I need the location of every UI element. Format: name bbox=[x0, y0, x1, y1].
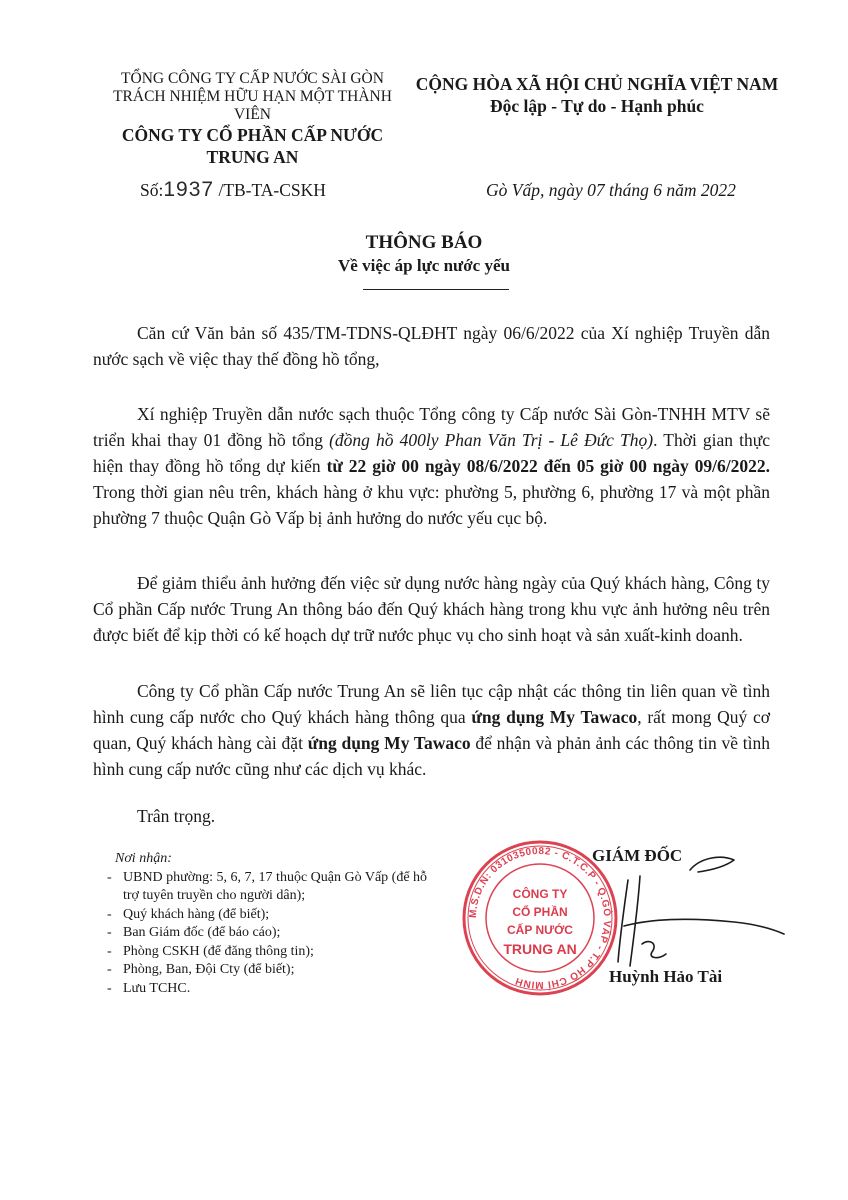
company-name-line2: TRUNG AN bbox=[206, 147, 299, 167]
signer-title: GIÁM ĐỐC bbox=[592, 846, 683, 865]
p2-text-e: Trong thời gian nêu trên, khách hàng ở khu vực: phường 5, phường 6, phường 17 và một phần phường 7 thuộc Quận Gò Vấp bị ảnh hưởng do nước yếu cục bộ. bbox=[93, 482, 770, 528]
date-line: Gò Vấp, ngày 07 tháng 6 năm 2022 bbox=[486, 180, 736, 200]
closing-line: Trân trọng. bbox=[137, 806, 216, 826]
paragraph-schedule bbox=[93, 401, 770, 531]
paragraph-advice: Để giảm thiểu ảnh hưởng đến việc sử dụng nước hàng ngày của Quý khách hàng, Công ty Cổ phần Cấp nước Trung An thông báo đến Quý khách hàng trong khu vực ảnh hưởng nêu trên được biết để kịp thời có kế hoạch dự trữ nước phục vụ cho sinh hoạt và sản xuất-kinh doanh. bbox=[93, 573, 770, 645]
recipient-item: - Quý khách hàng (để biết); bbox=[103, 906, 433, 925]
recipient-item: - Ban Giám đốc (để báo cáo); bbox=[103, 924, 433, 943]
recipient-item: - Phòng CSKH (để đăng thông tin); bbox=[103, 943, 433, 962]
national-motto bbox=[412, 73, 782, 117]
doc-number-prefix: Số: bbox=[140, 180, 164, 200]
document-number bbox=[140, 178, 326, 202]
paragraph-legal-basis: Căn cứ Văn bản số 435/TM-TDNS-QLĐHT ngày 06/6/2022 của Xí nghiệp Truyền dẫn nước sạch về việc thay thế đồng hồ tổng, bbox=[93, 323, 770, 369]
paragraph-app-info bbox=[93, 678, 770, 782]
document-subtitle: Về việc áp lực nước yếu bbox=[338, 256, 510, 275]
recipients-list bbox=[103, 869, 433, 999]
recipient-item: - Phòng, Ban, Đội Cty (để biết); bbox=[103, 961, 433, 980]
stamp-center-line: CỔ PHẦN bbox=[512, 905, 568, 919]
p2-time-window: từ 22 giờ 00 ngày 08/6/2022 đến 05 giờ 00 ngày 09/6/2022. bbox=[326, 456, 770, 476]
document-title: THÔNG BÁO bbox=[365, 232, 483, 253]
title-underline bbox=[363, 289, 509, 290]
country-name: CỘNG HÒA XÃ HỘI CHỦ NGHĨA VIỆT NAM bbox=[415, 74, 779, 94]
p4-app-name-1: ứng dụng My Tawaco bbox=[471, 707, 638, 727]
stamp-center-line: TRUNG AN bbox=[503, 941, 577, 957]
parent-corporation-line1: TỔNG CÔNG TY CẤP NƯỚC SÀI GÒN bbox=[121, 70, 384, 87]
p4-app-name-2: ứng dụng My Tawaco bbox=[307, 733, 471, 753]
doc-number-value: 1937 bbox=[163, 178, 215, 201]
p4-text-a: Công ty Cổ phần Cấp nước Trung An sẽ liên tục cập nhật các thông tin liên quan về tình hình cung cấp nước cho Quý khách hàng thông qua bbox=[93, 681, 770, 727]
motto-line: Độc lập - Tự do - Hạnh phúc bbox=[490, 96, 704, 116]
company-name-line1: CÔNG TY CỔ PHẦN CẤP NƯỚC bbox=[121, 125, 384, 145]
p2-text-c: . Thời gian thực hiện thay đồng hồ tổng dự kiến bbox=[93, 430, 770, 476]
recipients-heading: Nơi nhận: bbox=[115, 851, 172, 866]
signer-name: Huỳnh Hảo Tài bbox=[609, 967, 723, 986]
recipients-block bbox=[103, 850, 433, 998]
doc-number-suffix: /TB-TA-CSKH bbox=[214, 180, 326, 200]
p2-meter-location: (đồng hồ 400ly Phan Văn Trị - Lê Đức Thọ) bbox=[329, 430, 654, 450]
parent-corporation-line2: TRÁCH NHIỆM HỮU HẠN MỘT THÀNH VIÊN bbox=[113, 88, 392, 123]
stamp-center-line: CẤP NƯỚC bbox=[507, 923, 573, 937]
recipient-item: - Lưu TCHC. bbox=[103, 980, 433, 999]
p4-text-c: , rất mong Quý cơ quan, Quý khách hàng cài đặt bbox=[93, 707, 771, 753]
handwritten-signature bbox=[594, 848, 794, 988]
issuing-organization bbox=[95, 70, 410, 168]
recipient-item: - UBND phường: 5, 6, 7, 17 thuộc Quận Gò Vấp (để hỗ trợ tuyên truyền cho người dân); bbox=[103, 869, 433, 906]
p4-text-e: để nhận và phản ảnh các thông tin về tình hình cung cấp nước cũng như các dịch vụ khác. bbox=[93, 733, 771, 779]
stamp-ring-text: M.S.D.N: 0310350082 - C.T.C.P - Q.GÒ VẤP - T.P HỒ CHÍ MINH bbox=[467, 845, 613, 991]
p2-text-a: Xí nghiệp Truyền dẫn nước sạch thuộc Tổng công ty Cấp nước Sài Gòn-TNHH MTV sẽ triển khai thay 01 đồng hồ tổng bbox=[93, 404, 770, 450]
stamp-center-line: CÔNG TY bbox=[512, 887, 568, 901]
